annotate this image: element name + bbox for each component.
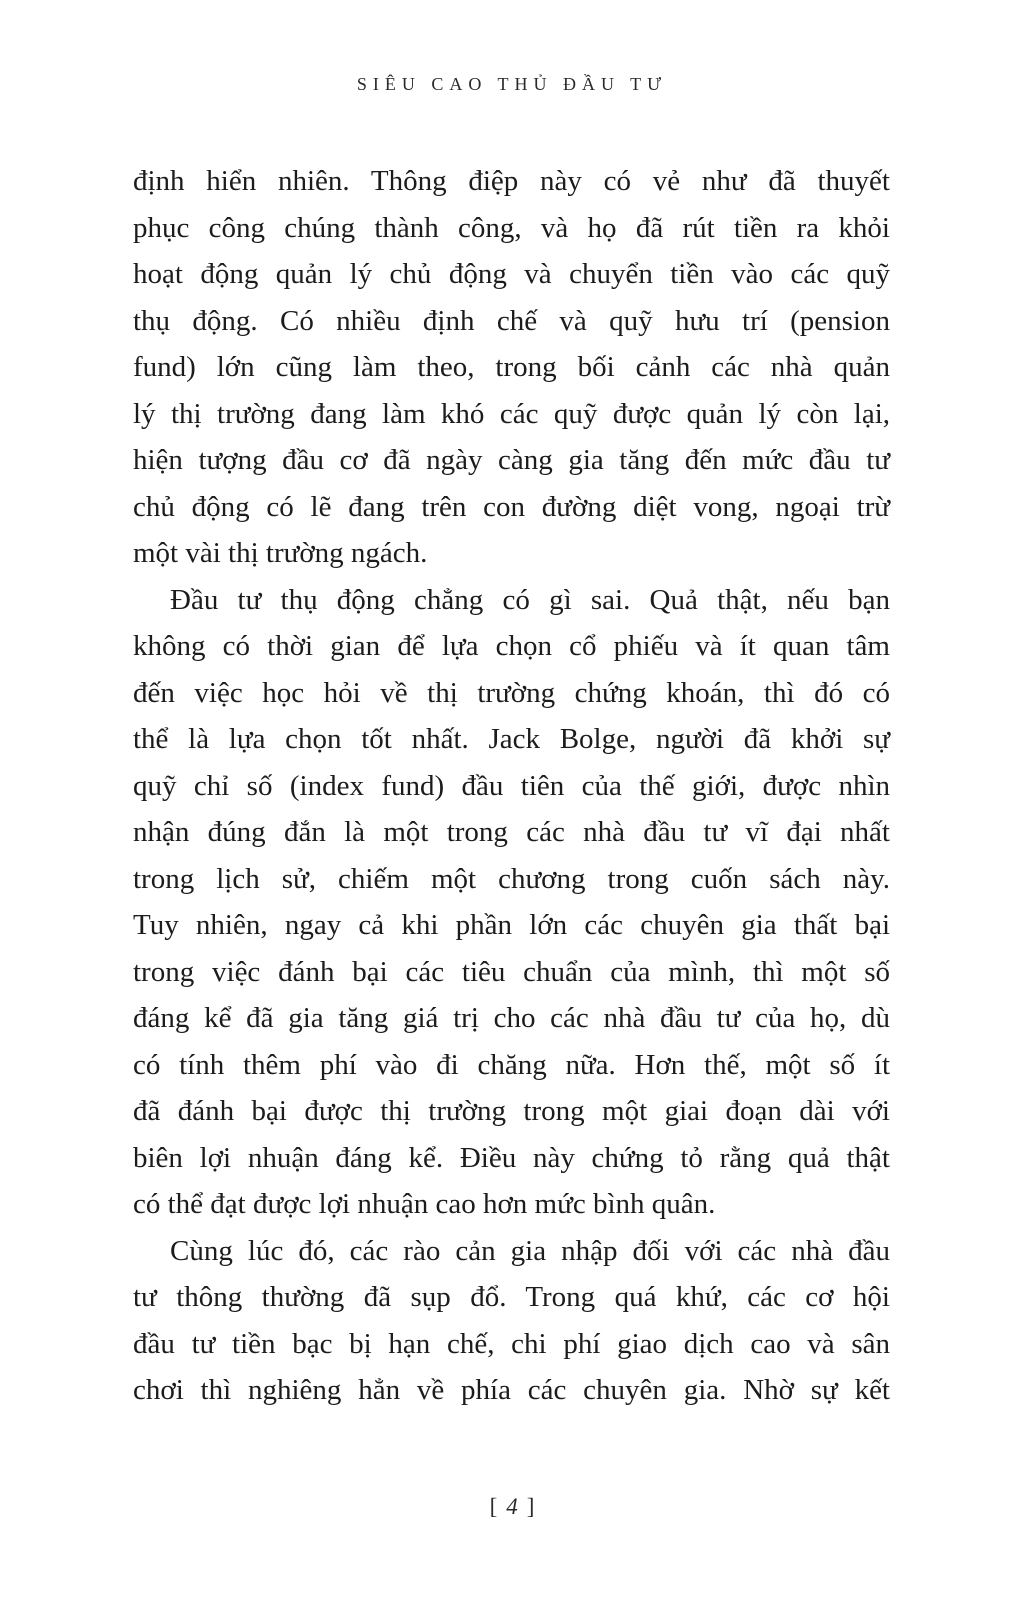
paragraph: [133, 577, 890, 1228]
text-line: một vài thị trường ngách.: [133, 537, 428, 569]
text-line: có tính thêm phí vào đi chăng nữa. Hơn thế, một số ít: [133, 1048, 890, 1081]
text-line: trong lịch sử, chiếm một chương trong cuốn sách này.: [133, 862, 890, 895]
text-line: chơi thì nghiêng hẳn về phía các chuyên gia. Nhờ sự kết: [133, 1374, 890, 1406]
text-line: đã đánh bại được thị trường trong một giai đoạn dài với: [133, 1095, 890, 1127]
text-line: định hiển nhiên. Thông điệp này có vẻ như đã thuyết: [133, 165, 890, 197]
text-line: có thể đạt được lợi nhuận cao hơn mức bình quân.: [133, 1188, 716, 1220]
paragraph: [133, 158, 890, 577]
text-line: phục công chúng thành công, và họ đã rút tiền ra khỏi: [133, 211, 890, 244]
text-line: biên lợi nhuận đáng kể. Điều này chứng tỏ rằng quả thật: [133, 1141, 890, 1174]
text-line: Cùng lúc đó, các rào cản gia nhập đối với các nhà đầu: [170, 1234, 890, 1267]
text-line: tư thông thường đã sụp đổ. Trong quá khứ, các cơ hội: [133, 1281, 890, 1313]
text-line: thụ động. Có nhiều định chế và quỹ hưu trí (pension: [133, 304, 890, 337]
text-line: Tuy nhiên, ngay cả khi phần lớn các chuyên gia thất bại: [133, 909, 890, 941]
paragraph: [133, 1228, 890, 1414]
text-line: trong việc đánh bại các tiêu chuẩn của mình, thì một số: [133, 955, 890, 988]
text-line: quỹ chỉ số (index fund) đầu tiên của thế giới, được nhìn: [133, 769, 890, 802]
text-line: hoạt động quản lý chủ động và chuyển tiền vào các quỹ: [133, 258, 890, 290]
text-line: không có thời gian để lựa chọn cổ phiếu và ít quan tâm: [133, 630, 890, 662]
running-header-title: SIÊU CAO THỦ ĐẦU TƯ: [356, 74, 668, 94]
text-line: đầu tư tiền bạc bị hạn chế, chi phí giao dịch cao và sân: [133, 1327, 890, 1360]
text-line: chủ động có lẽ đang trên con đường diệt vong, ngoại trừ: [133, 490, 890, 523]
text-line: nhận đúng đắn là một trong các nhà đầu tư vĩ đại nhất: [133, 816, 890, 848]
text-line: lý thị trường đang làm khó các quỹ được quản lý còn lại,: [133, 397, 890, 430]
page-text: [133, 158, 890, 1414]
page-number: 4: [506, 1494, 518, 1519]
page-number-close-bracket: ]: [526, 1494, 535, 1519]
text-line: thể là lựa chọn tốt nhất. Jack Bolge, người đã khởi sự: [133, 723, 890, 755]
text-line: đến việc học hỏi về thị trường chứng khoán, thì đó có: [133, 676, 890, 709]
text-line: hiện tượng đầu cơ đã ngày càng gia tăng đến mức đầu tư: [133, 444, 890, 476]
page-number-open-bracket: [: [489, 1494, 498, 1519]
page-footer: [0, 1494, 1024, 1520]
text-line: đáng kể đã gia tăng giá trị cho các nhà đầu tư của họ, dù: [133, 1002, 890, 1034]
text-line: fund) lớn cũng làm theo, trong bối cảnh các nhà quản: [133, 351, 890, 383]
text-line: Đầu tư thụ động chẳng có gì sai. Quả thật, nếu bạn: [170, 583, 890, 616]
